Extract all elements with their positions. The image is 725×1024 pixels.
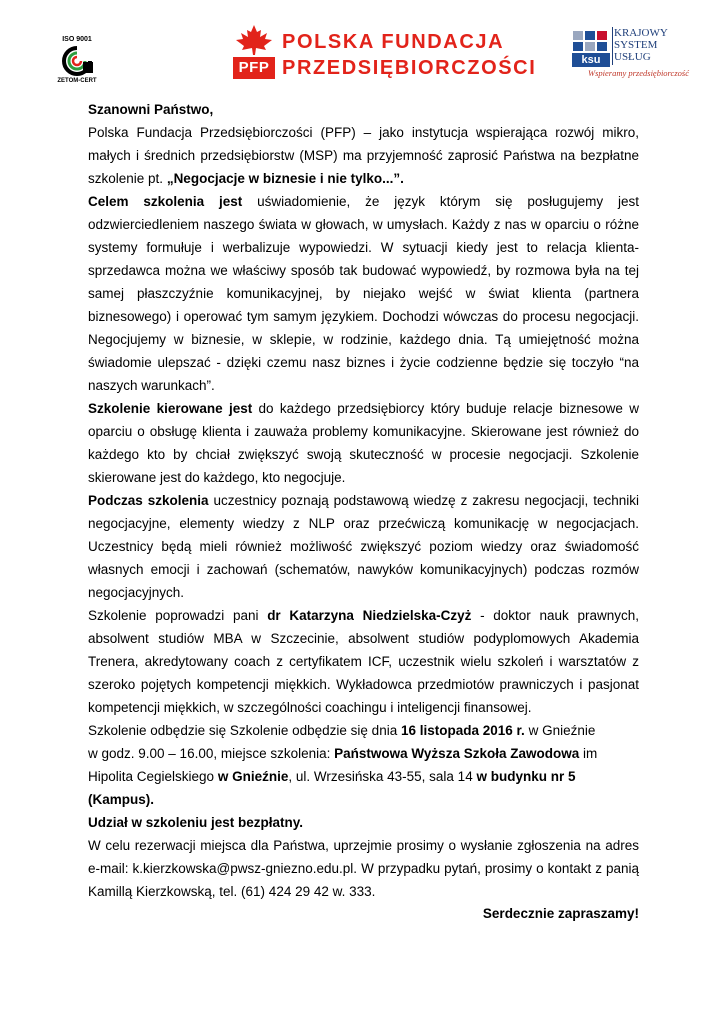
training-title: „Negocjacje w biznesie i nie tylko...”.	[166, 171, 404, 186]
registration-paragraph: W celu rezerwacji miejsca dla Państwa, uprzejmie prosimy o wysłanie zgłoszenia na adres e-mail: k.kierzkowska@pwsz-gniezno.edu.pl. W przypadku pytań, prosimy o kontakt z panią Kamillą Kierzkowską, tel. (61) 424 29 42 w. 333.	[88, 838, 639, 899]
pfp-logo	[233, 24, 275, 82]
iso-label: ISO 9001	[62, 36, 92, 43]
trainer-name: dr Katarzyna Niedzielska-Czyż	[267, 608, 472, 623]
ksu-line2: SYSTEM	[614, 39, 658, 51]
pfp-name-line1: POLSKA FUNDACJA	[282, 31, 505, 53]
ksu-logo	[570, 24, 689, 80]
during-paragraph: Podczas szkolenia uczestnicy poznają podstawową wiedzę z zakresu negocjacji, techniki negocjacyjne, elementy wiedzy z NLP oraz przećwiczą komunikację w negocjacjach. Uczestnicy będą mieli również możliwość zwiększyć poziom wiedzy oraz świadomość własnych emocji i zachowań (schematów, nawyków komunikacyjnych) podczas rozmów negocjacyjnych.	[88, 493, 639, 600]
trainer-paragraph: Szkolenie poprowadzi pani dr Katarzyna Niedzielska-Czyż - doktor nauk prawnych, absolwent studiów MBA w Szczecinie, absolwent studiów podyplomowych Akademia Trenera, akredytowany coach z certyfikatem ICF, uczestnik wielu szkoleń i warsztatów z szeroko pojętych kompetencji miękkich. Wykładowca przedmiotów prawniczych i pasjonat kompetencji miękkich, w szczególności coachingu i inteligencji finansowej.	[88, 608, 639, 715]
goal-paragraph: Celem szkolenia jest uświadomienie, że język którym się posługujemy jest odzwierciedleniem naszego świata w głowach, w umysłach. Każdy z nas w oparciu o różne systemy formułuje i werbalizuje wypowiedzi. W sytuacji kiedy jest to relacja klienta-sprzedawca można we właściwy sposób tak budować wypowiedź, by rozmowa była na tej samej płaszczyźnie komunikacyjnej, by niejako wejść w świat klienta (partnera biznesowego) i operować tym samym językiem. Dochodzi wówczas do procesu negocjacji. Negocjujemy w biznesie, w sklepie, w rodzinie, każdego dnia. Tą umiejętność można świadomie ulepszać - dzięki czemu nasz biznes i życie codzienne będzie się toczyło “na naszych warunkach”.	[88, 194, 639, 393]
ksu-name	[614, 27, 668, 63]
pfp-name-line2: PRZEDSIĘBIORCZOŚCI	[282, 57, 537, 79]
free-note: Udział w szkoleniu jest bezpłatny.	[88, 815, 304, 830]
letter-body	[88, 98, 639, 903]
date-paragraph: Szkolenie odbędzie się Szkolenie odbędzie się dnia 16 listopada 2016 r. w Gnieźnie w godz. 9.00 – 16.00, miejsce szkolenia: Państwowa Wyższa Szkoła Zawodowa im Hipolita Cegielskiego w Gnieźnie, ul. Wrzesińska 43-55, sala 14 w budynku nr 5 (Kampus).	[88, 723, 598, 807]
ksu-tagline: Wspieramy przedsiębiorczość	[588, 68, 689, 78]
ksu-cubes-icon	[572, 30, 610, 52]
ksu-line3: USŁUG	[614, 51, 651, 63]
venue-name: Państwowa Wyższa Szkoła Zawodowa	[334, 746, 580, 761]
greeting: Szanowni Państwo,	[88, 102, 214, 117]
intro-paragraph: Polska Fundacja Przedsiębiorczości (PFP) – jako instytucja wspierająca rozwój mikro, małych i średnich przedsiębiorstw (MSP) ma przyjemność zaprosić Państwa na bezpłatne szkolenie pt. „Negocjacje w biznesie i nie tylko...”.	[88, 125, 639, 186]
ksu-line1: KRAJOWY	[614, 27, 668, 39]
maple-leaf-icon	[233, 24, 275, 56]
iso-cert-label: ZETOM-CERT	[57, 78, 97, 84]
iso-logo	[52, 36, 102, 84]
pfp-abbr: PFP	[233, 57, 275, 79]
closing-line: Serdecznie zapraszamy!	[482, 906, 639, 921]
zetom-cert-icon	[59, 46, 95, 76]
ksu-divider	[612, 27, 613, 65]
training-date: 16 listopada 2016 r.	[400, 723, 525, 738]
pfp-name	[282, 29, 536, 81]
ksu-abbr: ksu	[572, 53, 610, 67]
target-paragraph: Szkolenie kierowane jest do każdego przedsiębiorcy który buduje relacje biznesowe w oparciu o obsługę klienta i zauważa problemy komunikacyjne. Skierowane jest również do każdego kto by chciał zwiększyć swoją skuteczność w procesie negocjacji. Szkolenie skierowane jest do każdego, kto negocjuje.	[88, 401, 639, 485]
